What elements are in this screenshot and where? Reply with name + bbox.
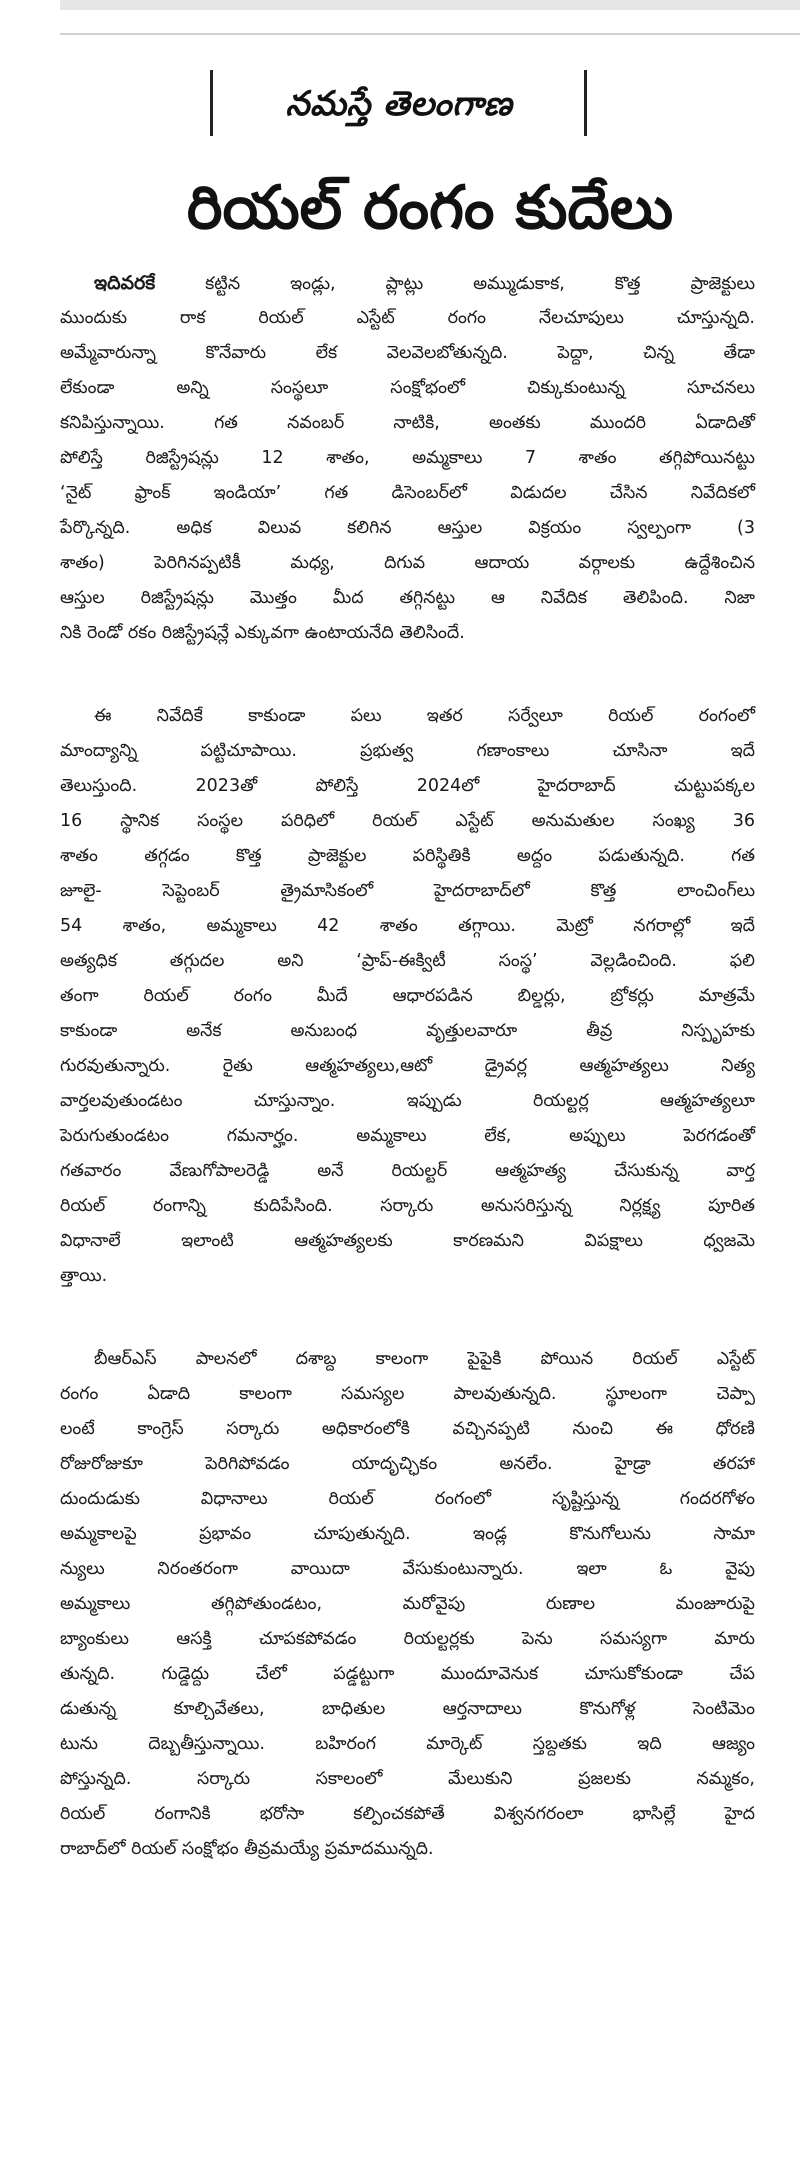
line-text: 54 శాతం, అమ్మకాలు 42 శాతం తగ్గాయి. మెట్రో నగరాల్లో ఇదే <box>60 916 755 936</box>
line-text: డుతున్న కూల్చివేతలు, బాధితుల ఆర్తనాదాలు కొనుగోళ్ల సెంటిమెం <box>60 1699 755 1719</box>
paragraph-line <box>60 1049 755 1084</box>
line-text: బీఆర్ఎస్ పాలనలో దశాబ్ద కాలంగా పైపైకి పోయిన రియల్ ఎస్టేట్ <box>94 1349 755 1369</box>
paragraph-line <box>60 1622 755 1657</box>
article-headline: రియల్ రంగం కుదేలు <box>186 173 674 243</box>
top-divider <box>60 33 800 35</box>
article-body <box>60 266 755 1915</box>
line-text: అమ్మకాలు తగ్గిపోతుండటం, మరోవైపు రుణాల మంజూరుపై <box>60 1594 755 1614</box>
line-text: లేకుండా అన్ని సంస్థలూ సంక్షోభంలో చిక్కుకుంటున్న సూచనలు <box>60 378 755 398</box>
paragraph-line <box>60 1797 755 1832</box>
paragraph-line <box>60 1692 755 1727</box>
article-paragraph <box>60 266 755 651</box>
paragraph-line <box>60 266 755 301</box>
paragraph-line <box>60 1189 755 1224</box>
paragraph-line <box>60 301 755 336</box>
line-text: గురవుతున్నారు. రైతు ఆత్మహత్యలు,ఆటో డ్రైవర్ల ఆత్మహత్యలు నిత్య <box>60 1056 755 1076</box>
line-text: తున్నది. గుడ్డెద్దు చేలో పడ్డట్టుగా ముందూవెనుక చూసుకోకుండా చేప <box>60 1664 755 1684</box>
line-text: బ్యాంకులు ఆసక్తి చూపకపోవడం రియల్టర్లకు పెను సమస్యగా మారు <box>60 1629 755 1649</box>
paragraph-line <box>60 1412 755 1447</box>
line-text: పెరుగుతుండటం గమనార్హం. అమ్మకాలు లేక, అప్పులు పెరగడంతో <box>60 1126 755 1146</box>
lead-word: ఇదివరకే <box>94 272 156 294</box>
line-text: నికి రెండో రకం రిజిస్ట్రేషన్లే ఎక్కువగా ఉంటాయనేది తెలిసిందే. <box>60 623 465 643</box>
paragraph-line <box>60 909 755 944</box>
line-text: దుందుడుకు విధానాలు రియల్ రంగంలో సృష్టిస్తున్న గందరగోళం <box>60 1489 755 1509</box>
paragraph-line <box>60 1832 755 1867</box>
line-text: పోలిస్తే రిజిస్ట్రేషన్లు 12 శాతం, అమ్మకాలు 7 శాతం తగ్గిపోయినట్టు <box>60 448 755 468</box>
line-text: కనిపిస్తున్నాయి. గత నవంబర్ నాటికి, అంతకు ముందరి ఏడాదితో <box>60 413 755 433</box>
paragraph-line <box>60 1084 755 1119</box>
masthead-left-rule <box>210 70 213 136</box>
line-text: అమ్మేవారున్నా కొనేవారు లేక వెలవెలబోతున్నది. పెద్దా, చిన్న తేడా <box>60 343 755 363</box>
paragraph-line <box>60 979 755 1014</box>
paragraph-line <box>60 1154 755 1189</box>
newspaper-name: నమస్తే తెలంగాణ <box>285 84 513 124</box>
paragraph-line <box>60 1482 755 1517</box>
line-text: తెలుస్తుంది. 2023తో పోలిస్తే 2024లో హైదరాబాద్ చుట్టుపక్కల <box>60 776 755 796</box>
paragraph-line <box>60 1259 755 1294</box>
masthead-right-rule <box>584 70 587 136</box>
line-text: అమ్మకాలపై ప్రభావం చూపుతున్నది. ఇండ్ల కొనుగోలును సామా <box>60 1524 755 1544</box>
paragraph-line <box>60 1342 755 1377</box>
top-gray-strip <box>60 0 800 10</box>
paragraph-line <box>60 1727 755 1762</box>
paragraph-line <box>60 1447 755 1482</box>
paragraph-line <box>60 944 755 979</box>
line-text: టును దెబ్బతీస్తున్నాయి. బహిరంగ మార్కెట్ స్తబ్దతకు ఇది ఆజ్యం <box>60 1734 755 1754</box>
paragraph-line <box>60 1014 755 1049</box>
line-text: శాతం) పెరిగినప్పటికీ మధ్య, దిగువ ఆదాయ వర్గాలకు ఉద్దేశించిన <box>60 553 755 573</box>
line-text: న్యులు నిరంతరంగా వాయిదా వేసుకుంటున్నారు. ఇలా ఓ వైపు <box>60 1559 755 1579</box>
paragraph-line <box>60 581 755 616</box>
line-text: లంటే కాంగ్రెస్ సర్కారు అధికారంలోకి వచ్చినప్పటి నుంచి ఈ ధోరణి <box>60 1419 755 1439</box>
line-text: పోస్తున్నది. సర్కారు సకాలంలో మేలుకుని ప్రజలకు నమ్మకం, <box>60 1769 755 1789</box>
paragraph-line <box>60 874 755 909</box>
line-text: జూలై- సెప్టెంబర్ త్రైమాసికంలో హైదరాబాద్‌లో కొత్త లాంచింగ్‌లు <box>60 881 755 901</box>
paragraph-line <box>60 769 755 804</box>
line-text: విధానాలే ఇలాంటి ఆత్మహత్యలకు కారణమని విపక్షాలు ధ్వజమె <box>60 1231 755 1251</box>
paragraph-line <box>60 371 755 406</box>
paragraph-line <box>60 476 755 511</box>
line-text: త్తాయి. <box>60 1266 108 1286</box>
paragraph-line <box>60 699 755 734</box>
paragraph-line <box>60 511 755 546</box>
paragraph-line <box>60 406 755 441</box>
paragraph-line <box>60 1657 755 1692</box>
line-text: 16 స్థానిక సంస్థల పరిధిలో రియల్ ఎస్టేట్ అనుమతుల సంఖ్య 36 <box>60 811 755 831</box>
line-text: రోజురోజుకూ పెరిగిపోవడం యాదృచ్ఛికం అనలేం. హైడ్రా తరహా <box>60 1454 755 1474</box>
line-text: ముందుకు రాక రియల్ ఎస్టేట్ రంగం నేలచూపులు చూస్తున్నది. <box>60 308 755 328</box>
line-text: ఈ నివేదికే కాకుండా పలు ఇతర సర్వేలూ రియల్ రంగంలో <box>94 706 755 726</box>
line-text: తంగా రియల్ రంగం మీదే ఆధారపడిన బిల్డర్లు, బ్రోకర్లు మాత్రమే <box>60 986 755 1006</box>
paragraph-line <box>60 1552 755 1587</box>
paragraph-line <box>60 734 755 769</box>
line-text: రంగం ఏడాది కాలంగా సమస్యల పాలవుతున్నది. స్థూలంగా చెప్పా <box>60 1384 755 1404</box>
paragraph-line <box>60 441 755 476</box>
paragraph-line <box>60 1587 755 1622</box>
paragraph-line <box>60 804 755 839</box>
paragraph-line <box>60 336 755 371</box>
paragraph-line <box>60 1224 755 1259</box>
line-text: గతవారం వేణుగోపాలరెడ్డి అనే రియల్టర్ ఆత్మహత్య చేసుకున్న వార్త <box>60 1161 755 1181</box>
article-paragraph <box>60 1342 755 1867</box>
line-text: రియల్ రంగానికి భరోసా కల్పించకపోతే విశ్వనగరంలా భాసిల్లే హైద <box>60 1804 755 1824</box>
line-text: పేర్కొన్నది. అధిక విలువ కలిగిన ఆస్తుల విక్రయం స్వల్పంగా (3 <box>60 518 755 538</box>
line-text: ఆస్తుల రిజిస్ట్రేషన్లు మొత్తం మీద తగ్గినట్టు ఆ నివేదిక తెలిపింది. నిజా <box>60 588 755 608</box>
paragraph-line <box>60 546 755 581</box>
line-text: రాబాద్‌లో రియల్ సంక్షోభం తీవ్రమయ్యే ప్రమాదమున్నది. <box>60 1839 434 1859</box>
line-text: అత్యధిక తగ్గుదల అని ‘ప్రాప్-ఈక్విటీ సంస్థ’ వెల్లడించింది. ఫలి <box>60 951 755 971</box>
line-text: ‘నైట్ ఫ్రాంక్ ఇండియా’ గత డిసెంబర్‌లో విడుదల చేసిన నివేదికలో <box>60 483 755 503</box>
article-paragraph <box>60 699 755 1294</box>
paragraph-line <box>60 1119 755 1154</box>
paragraph-line <box>60 1377 755 1412</box>
masthead <box>60 70 800 140</box>
line-text: శాతం తగ్గడం కొత్త ప్రాజెక్టుల పరిస్థితికి అద్దం పడుతున్నది. గత <box>60 846 755 866</box>
paragraph-line <box>60 616 755 651</box>
line-text: కట్టిన ఇండ్లు, ప్లాట్లు అమ్ముడుకాక, కొత్త ప్రాజెక్టులు <box>155 274 755 294</box>
line-text: కాకుండా అనేక అనుబంధ వృత్తులవారూ తీవ్ర నిస్పృహకు <box>60 1021 755 1041</box>
line-text: మాంద్యాన్ని పట్టిచూపాయి. ప్రభుత్వ గణాంకాలు చూసినా ఇదే <box>60 741 755 761</box>
line-text: రియల్ రంగాన్ని కుదిపేసింది. సర్కారు అనుసరిస్తున్న నిర్లక్ష్య పూరిత <box>60 1196 755 1216</box>
line-text: వార్తలవుతుండటం చూస్తున్నాం. ఇప్పుడు రియల్టర్ల ఆత్మహత్యలూ <box>60 1091 755 1111</box>
paragraph-line <box>60 1762 755 1797</box>
paragraph-line <box>60 1517 755 1552</box>
paragraph-line <box>60 839 755 874</box>
